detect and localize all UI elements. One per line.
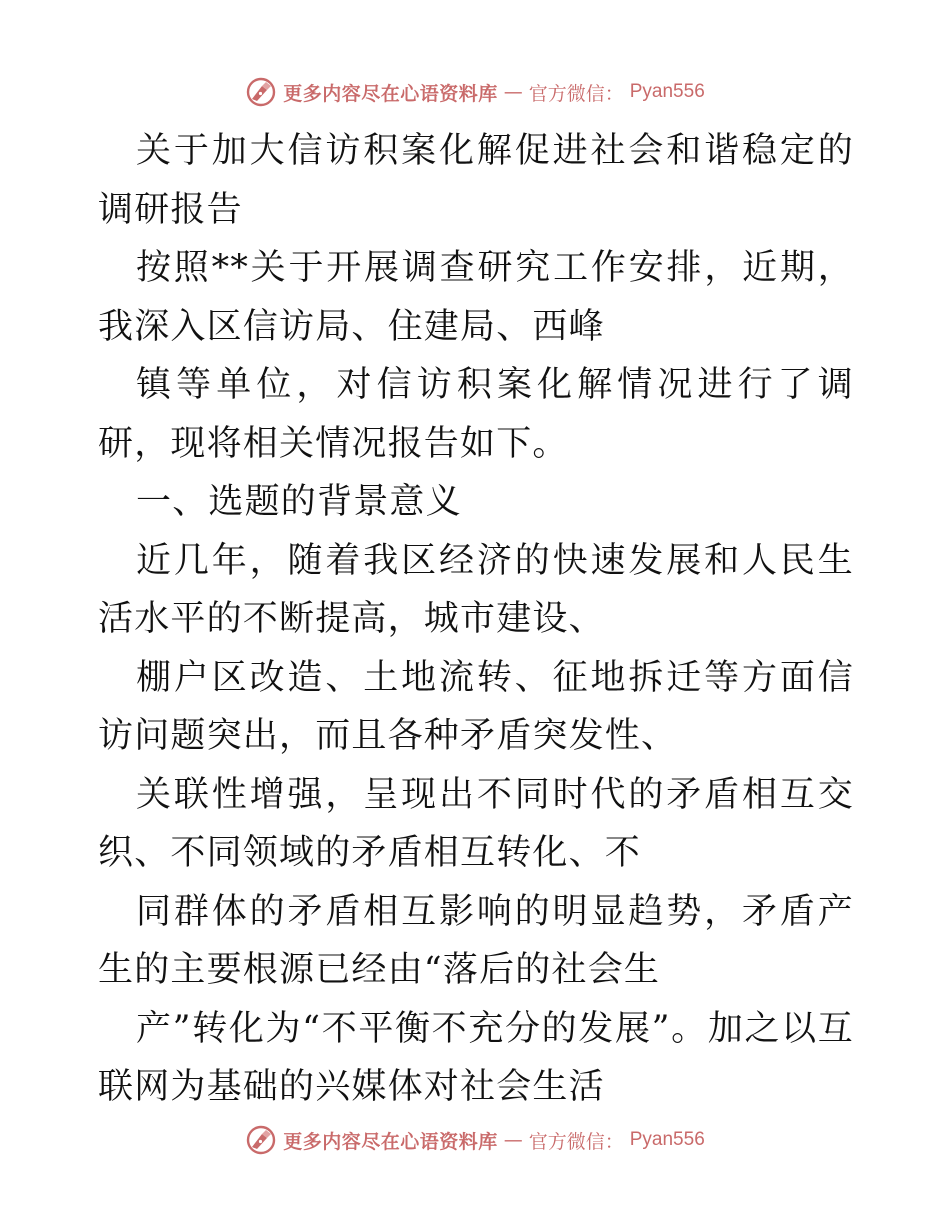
header-banner-content <box>245 76 705 108</box>
wechat-label: 官方微信： <box>528 82 624 105</box>
header-banner <box>0 72 950 112</box>
document-title: 关于加大信访积案化解促进社会和谐稳定的调研报告 <box>98 131 854 230</box>
footer-banner <box>0 1120 950 1160</box>
paragraph-4: 棚户区改造、土地流转、征地拆迁等方面信访问题突出，而且各种矛盾突发性、 <box>98 657 854 756</box>
wechat-id: Pyan556 <box>629 1129 705 1150</box>
paragraph-5: 关联性增强，呈现出不同时代的矛盾相互交织、不同领域的矛盾相互转化、不 <box>98 774 854 873</box>
section-heading-1: 一、选题的背景意义 <box>136 482 462 522</box>
wechat-label: 官方微信： <box>528 1130 624 1153</box>
pen-nib-circle-logo-icon <box>245 1124 277 1156</box>
footer-banner-content <box>245 1124 705 1156</box>
paragraph-1: 按照**关于开展调查研究工作安排，近期，我深入区信访局、住建局、西峰 <box>98 248 854 347</box>
site-name-text: 更多内容尽在心语资料库 <box>283 1130 498 1153</box>
paragraph-6: 同群体的矛盾相互影响的明显趋势，矛盾产生的主要根源已经由“落后的社会生 <box>98 891 854 990</box>
paragraph-2: 镇等单位，对信访积案化解情况进行了调研，现将相关情况报告如下。 <box>98 365 854 464</box>
paragraph-3: 近几年，随着我区经济的快速发展和人民生活水平的不断提高，城市建设、 <box>98 540 854 639</box>
pen-nib-circle-logo-icon <box>245 76 277 108</box>
paragraph-7: 产”转化为“不平衡不充分的发展”。加之以互联网为基础的兴媒体对社会生活 <box>98 1008 854 1107</box>
banner-dash: — <box>503 81 523 103</box>
document-body <box>98 122 854 1117</box>
site-name-text: 更多内容尽在心语资料库 <box>283 82 498 105</box>
wechat-id: Pyan556 <box>629 81 705 102</box>
banner-dash: — <box>503 1129 523 1151</box>
